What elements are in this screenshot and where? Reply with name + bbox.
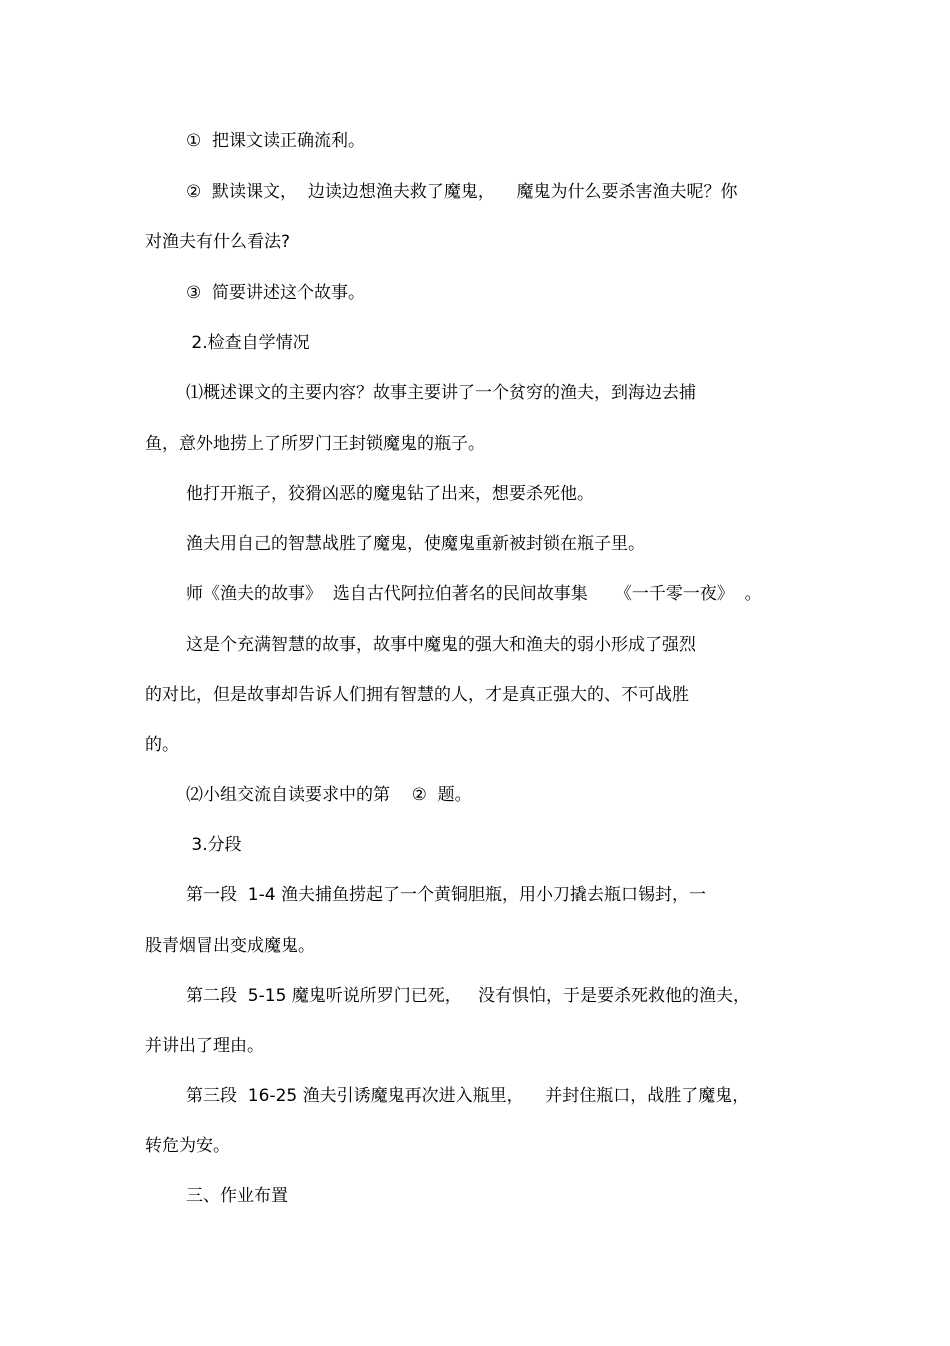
text-line-2: ② 默读课文， 边读边想渔夫救了魔鬼， 魔鬼为什么要杀害渔夫呢？你 bbox=[186, 182, 738, 202]
text-line-6: ⑴概述课文的主要内容？故事主要讲了一个贫穷的渔夫，到海边去捕 bbox=[186, 383, 696, 403]
text-line-7: 鱼，意外地捞上了所罗门王封锁魔鬼的瓶子。 bbox=[145, 434, 485, 454]
text-line-9: 渔夫用自己的智慧战胜了魔鬼，使魔鬼重新被封锁在瓶子里。 bbox=[186, 534, 645, 554]
text-line-11: 这是个充满智慧的故事，故事中魔鬼的强大和渔夫的弱小形成了强烈 bbox=[186, 635, 696, 655]
text-line-16: 第一段 1-4 渔夫捕鱼捞起了一个黄铜胆瓶，用小刀撬去瓶口锡封，一 bbox=[186, 885, 706, 905]
text-line-13: 的。 bbox=[145, 735, 179, 755]
text-line-14: ⑵小组交流自读要求中的第 ② 题。 bbox=[186, 785, 472, 805]
text-line-19: 并讲出了理由。 bbox=[145, 1036, 264, 1056]
text-line-17: 股青烟冒出变成魔鬼。 bbox=[145, 936, 315, 956]
text-line-21: 转危为安。 bbox=[145, 1136, 230, 1156]
text-line-3: 对渔夫有什么看法? bbox=[145, 232, 291, 252]
section-heading: 2.检查自学情况 bbox=[186, 333, 310, 353]
text-line-1: ① 把课文读正确流利。 bbox=[186, 131, 366, 151]
text-line-4: ③ 简要讲述这个故事。 bbox=[186, 283, 366, 303]
text-line-20: 第三段 16-25 渔夫引诱魔鬼再次进入瓶里， 并封住瓶口，战胜了魔鬼， bbox=[186, 1086, 750, 1106]
text-line-8: 他打开瓶子，狡猾凶恶的魔鬼钻了出来，想要杀死他。 bbox=[186, 484, 594, 504]
text-line-18: 第二段 5-15 魔鬼听说所罗门已死， 没有惧怕，于是要杀死救他的渔夫， bbox=[186, 986, 751, 1006]
section-heading: 三、作业布置 bbox=[186, 1186, 288, 1206]
text-line-12: 的对比，但是故事却告诉人们拥有智慧的人，才是真正强大的、不可战胜 bbox=[145, 685, 689, 705]
text-line-10: 师《渔夫的故事》 选自古代阿拉伯著名的民间故事集 《一千零一夜》 。 bbox=[186, 584, 762, 604]
section-heading: 3.分段 bbox=[186, 835, 242, 855]
